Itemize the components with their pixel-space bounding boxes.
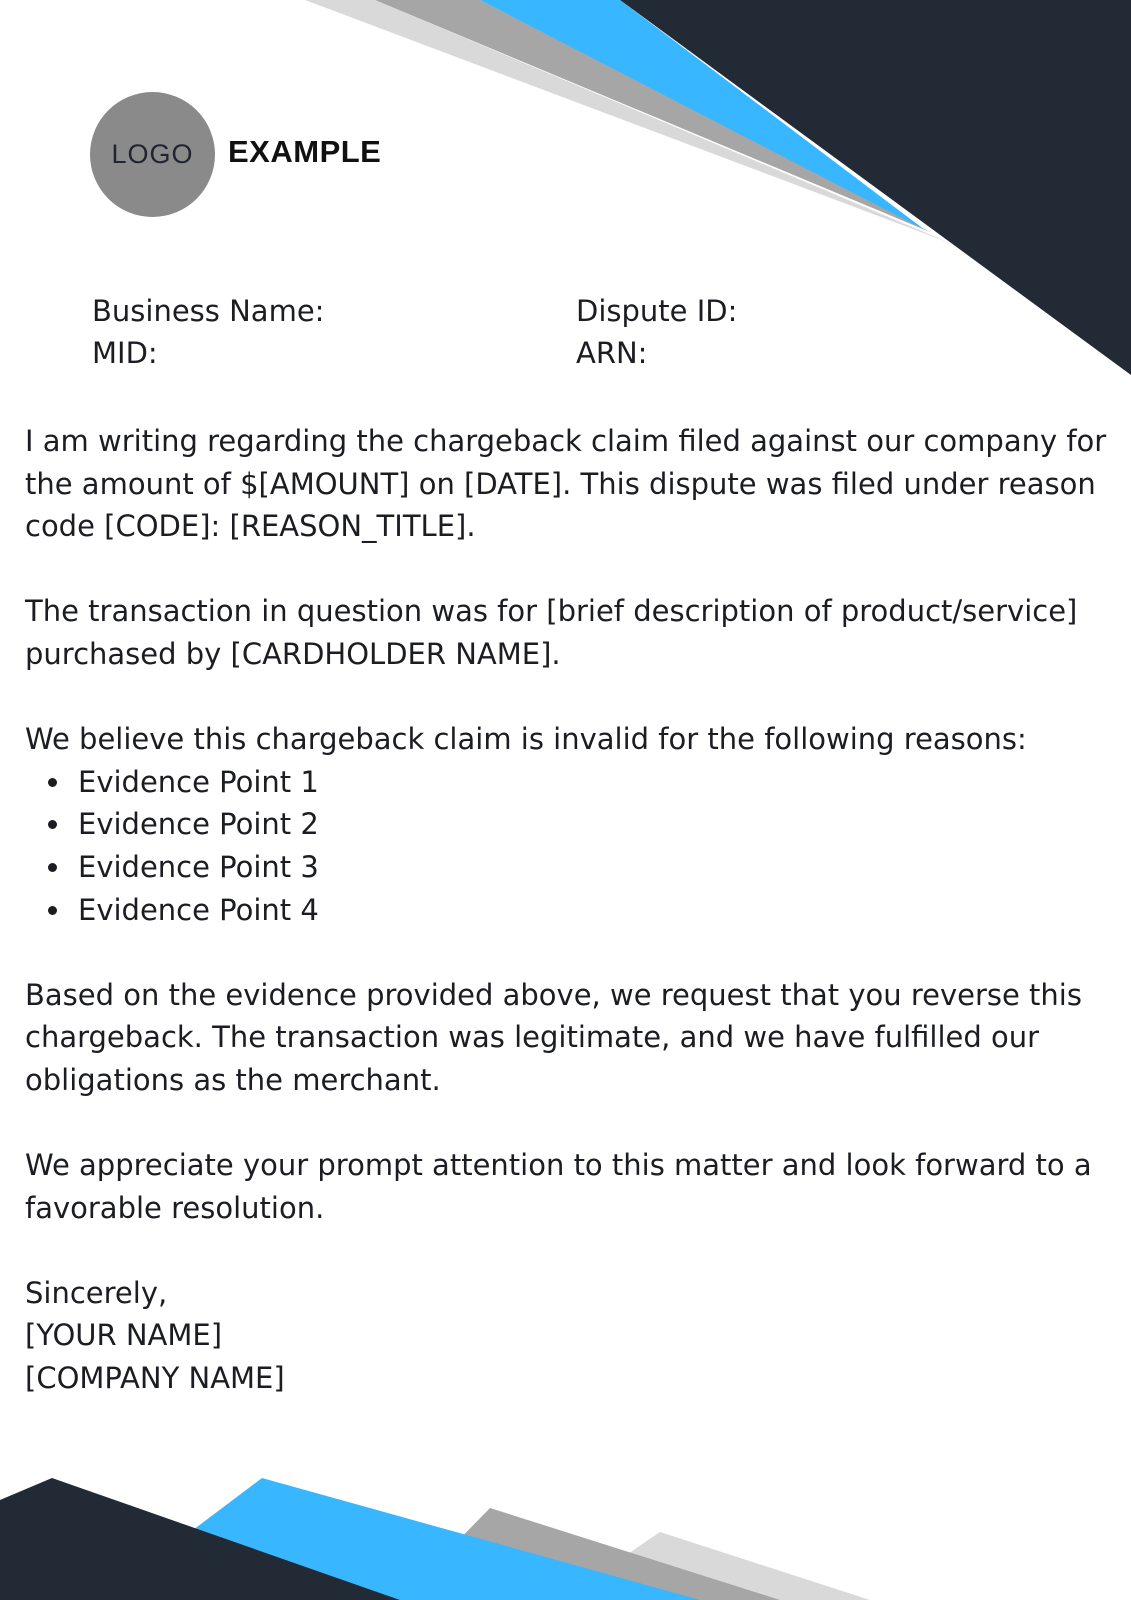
list-item — [78, 846, 1110, 889]
closing-salutation: Sincerely, — [25, 1275, 168, 1310]
signer-name: [YOUR NAME] — [25, 1318, 223, 1353]
paragraph-request: Based on the evidence provided above, we request that you reverse this chargeback. The transaction was legitimate, and we have fulfilled our obligations as the merchant. — [25, 977, 1082, 1097]
signer-company: [COMPANY NAME] — [25, 1361, 285, 1396]
evidence-point-4: Evidence Point 4 — [78, 892, 319, 927]
list-item — [78, 889, 1110, 932]
logo-text: LOGO — [111, 139, 194, 169]
paragraph-transaction: The transaction in question was for [brief description of product/service] purchased by [CARDHOLDER NAME]. — [25, 594, 1078, 671]
bullet-icon — [48, 863, 57, 872]
paragraph-intro: I am writing regarding the chargeback claim filed against our company for the amount of $[AMOUNT] on [DATE]. This dispute was filed under reason code [CODE]: [REASON_TITLE]. — [25, 424, 1107, 544]
dispute-id-label: Dispute ID: — [576, 294, 738, 328]
letter-body — [25, 420, 1110, 1400]
business-name-label: Business Name: — [92, 294, 325, 328]
paragraph-reasons-intro: We believe this chargeback claim is invalid for the following reasons: — [25, 722, 1027, 757]
evidence-point-3: Evidence Point 3 — [78, 849, 319, 884]
logo-placeholder — [90, 92, 215, 217]
evidence-point-2: Evidence Point 2 — [78, 807, 319, 842]
list-item — [78, 761, 1110, 804]
merchant-fields — [92, 290, 324, 374]
list-item — [78, 803, 1110, 846]
dispute-fields — [576, 290, 737, 374]
bullet-icon — [48, 906, 57, 915]
arn-label: ARN: — [576, 336, 648, 370]
bullet-icon — [48, 778, 57, 787]
paragraph-closing-remarks: We appreciate your prompt attention to this matter and look forward to a favorable resolution. — [25, 1148, 1092, 1225]
company-name: EXAMPLE — [228, 134, 382, 169]
evidence-point-1: Evidence Point 1 — [78, 764, 319, 799]
bullet-icon — [48, 820, 57, 829]
mid-label: MID: — [92, 336, 158, 370]
signature-block — [25, 1272, 1110, 1400]
evidence-list — [25, 761, 1110, 931]
